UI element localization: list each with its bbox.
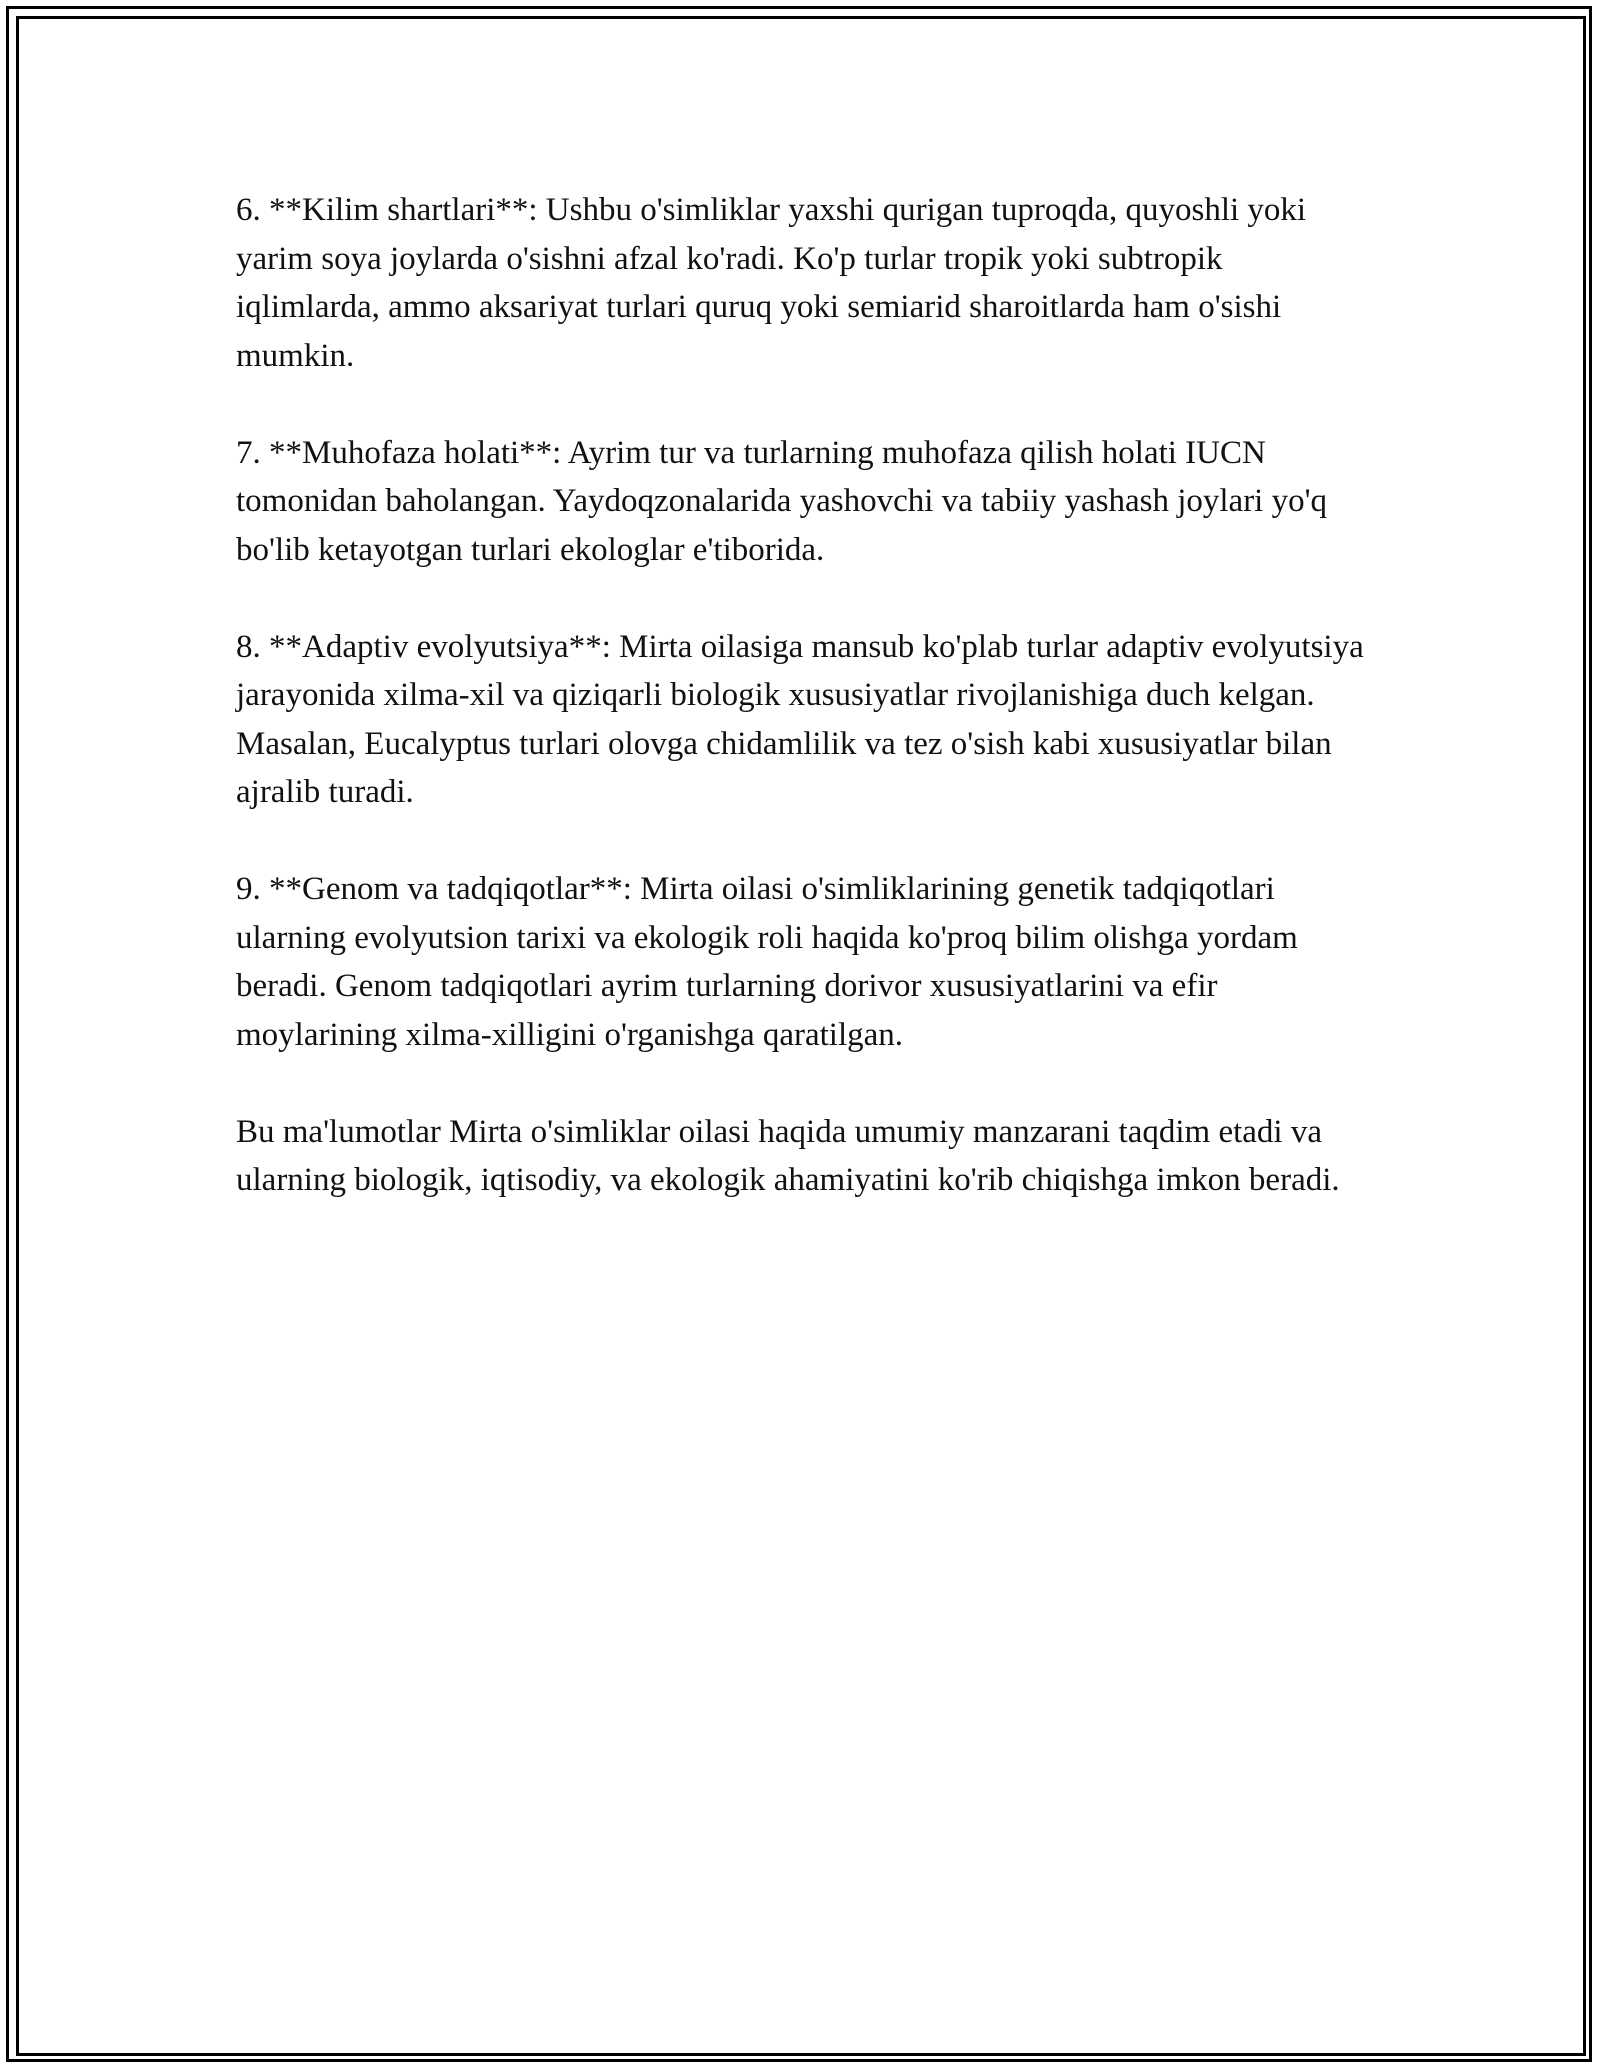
document-body	[236, 186, 1366, 1253]
paragraph-genome-research: 9. **Genom va tadqiqotlar**: Mirta oilasi o'simliklarining genetik tadqiqotlari ularning evolyutsion tarixi va ekologik roli haqida ko'proq bilim olishga yordam beradi. Genom tadqiqotlari ayrim turlarning dorivor xususiyatlarini va efir moylarining xilma-xilligini o'rganishga qaratilgan.	[236, 871, 1298, 1053]
paragraph-conclusion: Bu ma'lumotlar Mirta o'simliklar oilasi haqida umumiy manzarani taqdim etadi va ularning biologik, iqtisodiy, va ekologik ahamiyatini ko'rib chiqishga imkon beradi.	[236, 1113, 1340, 1198]
paragraph-adaptive-evolution: 8. **Adaptiv evolyutsiya**: Mirta oilasiga mansub ko'plab turlar adaptiv evolyutsiya jarayonida xilma-xil va qiziqarli biologik xususiyatlar rivojlanishiga duch kelgan. Masalan, Eucalyptus turlari olovga chidamlilik va tez o'sish kabi xususiyatlar bilan ajralib turadi.	[236, 628, 1364, 810]
paragraph-conservation-status: 7. **Muhofaza holati**: Ayrim tur va turlarning muhofaza qilish holati IUCN tomonidan baholangan. Yaydoqzonalarida yashovchi va tabiiy yashash joylari yo'q bo'lib ketayotgan turlari ekologlar e'tiborida.	[236, 434, 1328, 568]
paragraph-climate-conditions: 6. **Kilim shartlari**: Ushbu o'simliklar yaxshi qurigan tuproqda, quyoshli yoki yarim soya joylarda o'sishni afzal ko'radi. Ko'p turlar tropik yoki subtropik iqlimlarda, ammo aksariyat turlari quruq yoki semiarid sharoitlarda ham o'sishi mumkin.	[236, 192, 1307, 374]
